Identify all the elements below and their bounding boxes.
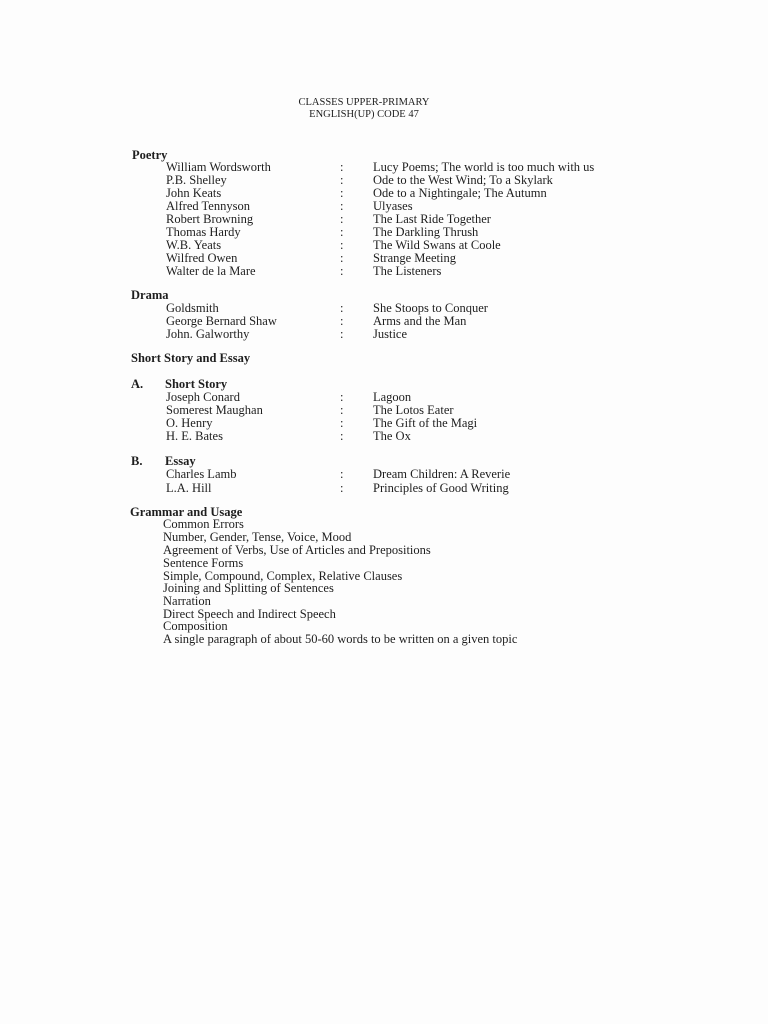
author-name: Wilfred Owen <box>166 251 238 265</box>
separator: : <box>340 173 344 187</box>
separator: : <box>340 264 344 278</box>
separator: : <box>340 160 344 174</box>
separator: : <box>340 467 344 481</box>
short-story-essay-heading: Short Story and Essay <box>131 351 251 365</box>
drama-heading: Drama <box>131 288 169 302</box>
separator: : <box>340 225 344 239</box>
author-name: O. Henry <box>166 416 213 430</box>
work-title: Dream Children: A Reverie <box>373 467 511 481</box>
work-title: Lucy Poems; The world is too much with us <box>373 160 595 174</box>
author-name: George Bernard Shaw <box>166 314 277 328</box>
work-title: Strange Meeting <box>373 251 456 265</box>
poetry-heading: Poetry <box>132 148 168 162</box>
separator: : <box>340 314 344 328</box>
separator: : <box>340 212 344 226</box>
author-name: Goldsmith <box>166 301 219 315</box>
grammar-item: Sentence Forms <box>163 556 244 570</box>
author-name: Somerest Maughan <box>166 403 263 417</box>
document-header <box>0 97 728 121</box>
grammar-item: A single paragraph of about 50-60 words to be written on a given topic <box>163 632 518 646</box>
work-title: The Gift of the Magi <box>373 416 478 430</box>
work-title: Lagoon <box>373 390 412 404</box>
author-name: Walter de la Mare <box>166 264 256 278</box>
work-title: The Ox <box>373 429 411 443</box>
work-title: Ode to the West Wind; To a Skylark <box>373 173 553 187</box>
separator: : <box>340 327 344 341</box>
work-title: The Last Ride Together <box>373 212 491 226</box>
work-title: Arms and the Man <box>373 314 467 328</box>
separator: : <box>340 199 344 213</box>
author-name: Robert Browning <box>166 212 254 226</box>
separator: : <box>340 390 344 404</box>
header-title-line: CLASSES UPPER-PRIMARY <box>298 97 430 108</box>
author-name: Joseph Conard <box>166 390 240 404</box>
separator: : <box>340 481 344 495</box>
grammar-heading: Grammar and Usage <box>130 505 243 519</box>
work-title: Justice <box>373 327 408 341</box>
author-name: John. Galworthy <box>166 327 250 341</box>
grammar-item: Common Errors <box>163 517 244 531</box>
essay-letter: B. <box>131 454 143 468</box>
work-title: Ulyases <box>373 199 413 213</box>
essay-heading: Essay <box>165 454 196 468</box>
separator: : <box>340 403 344 417</box>
work-title: She Stoops to Conquer <box>373 301 488 315</box>
work-title: The Lotos Eater <box>373 403 454 417</box>
work-title: The Darkling Thrush <box>373 225 479 239</box>
grammar-item: Joining and Splitting of Sentences <box>163 581 334 595</box>
work-title: Principles of Good Writing <box>373 481 509 495</box>
separator: : <box>340 251 344 265</box>
separator: : <box>340 416 344 430</box>
author-name: Charles Lamb <box>166 467 237 481</box>
author-name: William Wordsworth <box>166 160 271 174</box>
author-name: P.B. Shelley <box>166 173 227 187</box>
work-title: The Wild Swans at Coole <box>373 238 501 252</box>
work-title: The Listeners <box>373 264 442 278</box>
author-name: Thomas Hardy <box>166 225 241 239</box>
author-name: Alfred Tennyson <box>166 199 250 213</box>
author-name: W.B. Yeats <box>166 238 222 252</box>
separator: : <box>340 186 344 200</box>
author-name: L.A. Hill <box>166 481 212 495</box>
work-title: Ode to a Nightingale; The Autumn <box>373 186 547 200</box>
short-story-letter: A. <box>131 377 144 391</box>
author-name: H. E. Bates <box>166 429 223 443</box>
grammar-item: Number, Gender, Tense, Voice, Mood <box>163 530 352 544</box>
grammar-item: Direct Speech and Indirect Speech <box>163 607 336 621</box>
separator: : <box>340 429 344 443</box>
grammar-item: Composition <box>163 619 228 633</box>
header-code-line: ENGLISH(UP) CODE 47 <box>309 109 419 120</box>
short-story-heading: Short Story <box>165 377 228 391</box>
author-name: John Keats <box>166 186 222 200</box>
grammar-item: Agreement of Verbs, Use of Articles and Prepositions <box>163 543 431 557</box>
separator: : <box>340 301 344 315</box>
grammar-item: Simple, Compound, Complex, Relative Clauses <box>163 569 403 583</box>
separator: : <box>340 238 344 252</box>
grammar-item: Narration <box>163 594 211 608</box>
